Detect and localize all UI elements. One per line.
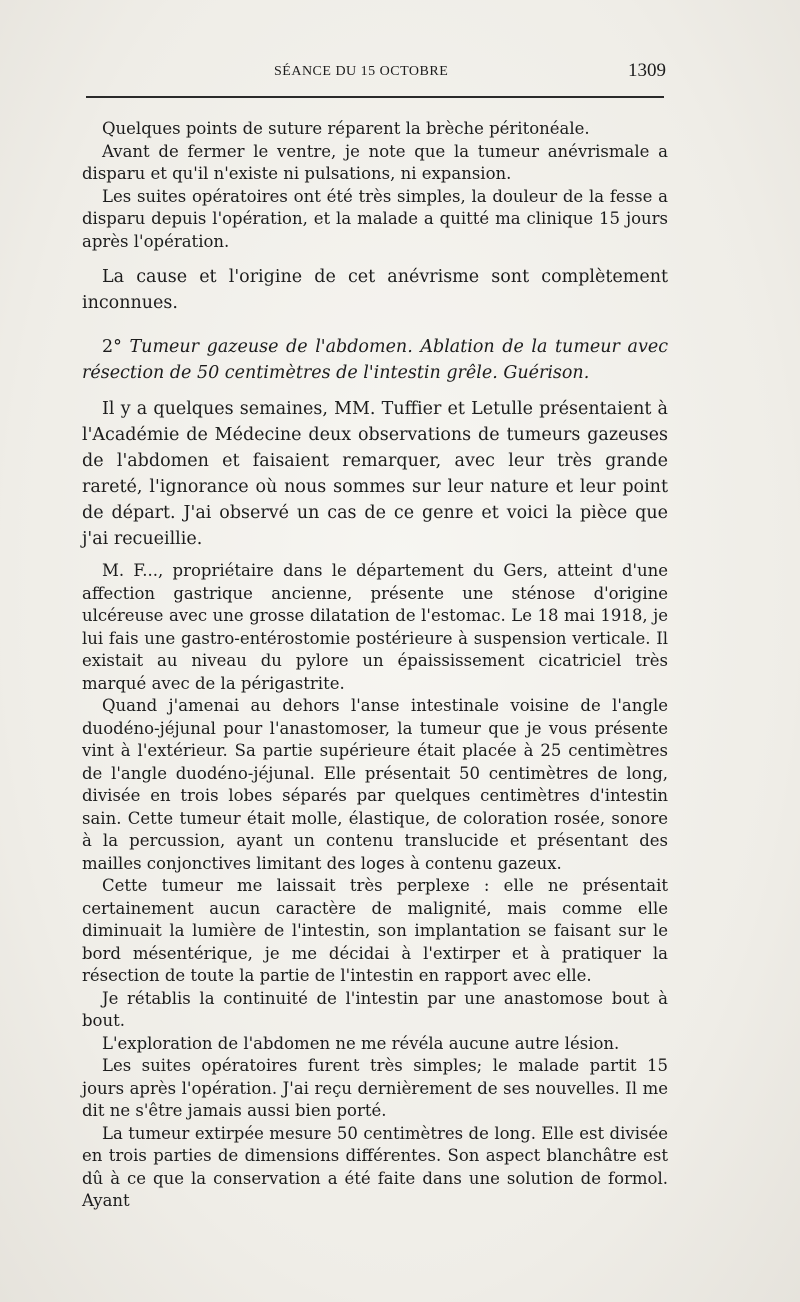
paragraph: Il y a quelques semaines, MM. Tuffier et Letulle présentaient à l'Académie de Médecine deux observations de tumeurs gazeuses de l'abdomen et faisaient remarquer, avec leur très grande rareté, l'ignorance où nous sommes sur leur nature et leur point de départ. J'ai observé un cas de ce genre et voici la pièce que j'ai recueillie. bbox=[82, 399, 668, 549]
running-title: SÉANCE DU 15 OCTOBRE bbox=[274, 64, 449, 79]
paragraph: Les suites opératoires ont été très simples, la douleur de la fesse a disparu depuis l'opération, et la malade a quitté ma clinique 15 jours après l'opération. bbox=[82, 186, 668, 251]
paragraph: Avant de fermer le ventre, je note que la tumeur anévrismale a disparu et qu'il n'existe ni pulsations, ni expansion. bbox=[82, 141, 668, 183]
section-number: 2° bbox=[102, 337, 122, 357]
paragraph-group-intro bbox=[82, 396, 668, 552]
paragraph: La cause et l'origine de cet anévrisme sont complètement inconnues. bbox=[82, 267, 668, 313]
paragraph: M. F..., propriétaire dans le département du Gers, atteint d'une affection gastrique ancienne, présente une sténose d'origine ulcéreuse avec une grosse dilatation de l'estomac. Le 18 mai 1918, je lui fais une gastro-entérostomie postérieure à suspension verticale. Il existait au niveau du pylore un épaississement cicatriciel très marqué avec de la périgastrite. bbox=[82, 561, 668, 693]
paragraph: Les suites opératoires furent très simples; le malade partit 15 jours après l'opération. J'ai reçu dernièrement de ses nouvelles. Il me dit ne s'être jamais aussi bien porté. bbox=[82, 1056, 668, 1120]
paragraph-group-cause bbox=[82, 264, 668, 316]
paragraph: Cette tumeur me laissait très perplexe : elle ne présentait certainement aucun caractère de malignité, mais comme elle diminuait la lumière de l'intestin, son implantation se faisant sur le bord mésentérique, je me décidai à l'extirper et à pratiquer la résection de toute la partie de l'intestin en rapport avec elle. bbox=[82, 876, 668, 985]
page-number: 1309 bbox=[628, 60, 666, 81]
page-header bbox=[82, 60, 668, 88]
header-rule bbox=[86, 96, 664, 98]
section-title bbox=[82, 334, 668, 386]
paragraph: L'exploration de l'abdomen ne me révéla aucune autre lésion. bbox=[102, 1033, 620, 1053]
paragraph: La tumeur extirpée mesure 50 centimètres de long. Elle est divisée en trois parties de dimensions différentes. Son aspect blanchâtre est dû à ce que la conservation a été faite dans une solution de formol. Ayant bbox=[82, 1123, 668, 1210]
paragraph-group-surgery-end bbox=[82, 118, 668, 253]
section-heading bbox=[82, 334, 668, 386]
paragraph: Quelques points de suture réparent la brèche péritonéale. bbox=[102, 119, 590, 138]
section-title-text: Tumeur gazeuse de l'abdomen. Ablation de la tumeur avec résection de 50 centimètres de l'intestin grêle. Guérison. bbox=[82, 337, 668, 383]
paragraph-group-case bbox=[82, 560, 668, 1213]
paragraph: Je rétablis la continuité de l'intestin par une anastomose bout à bout. bbox=[82, 988, 668, 1030]
paragraph: Quand j'amenai au dehors l'anse intestinale voisine de l'angle duodéno-jéjunal pour l'anastomoser, la tumeur que je vous présente vint à l'extérieur. Sa partie supérieure était placée à 25 centimètres de l'angle duodéno-jéjunal. Elle présentait 50 centimètres de long, divisée en trois lobes séparés par quelques centimètres d'intestin sain. Cette tumeur était molle, élastique, de coloration rosée, sonore à la percussion, ayant un contenu translucide et présentant des mailles conjonctives limitant des loges à contenu gazeux. bbox=[82, 696, 668, 873]
